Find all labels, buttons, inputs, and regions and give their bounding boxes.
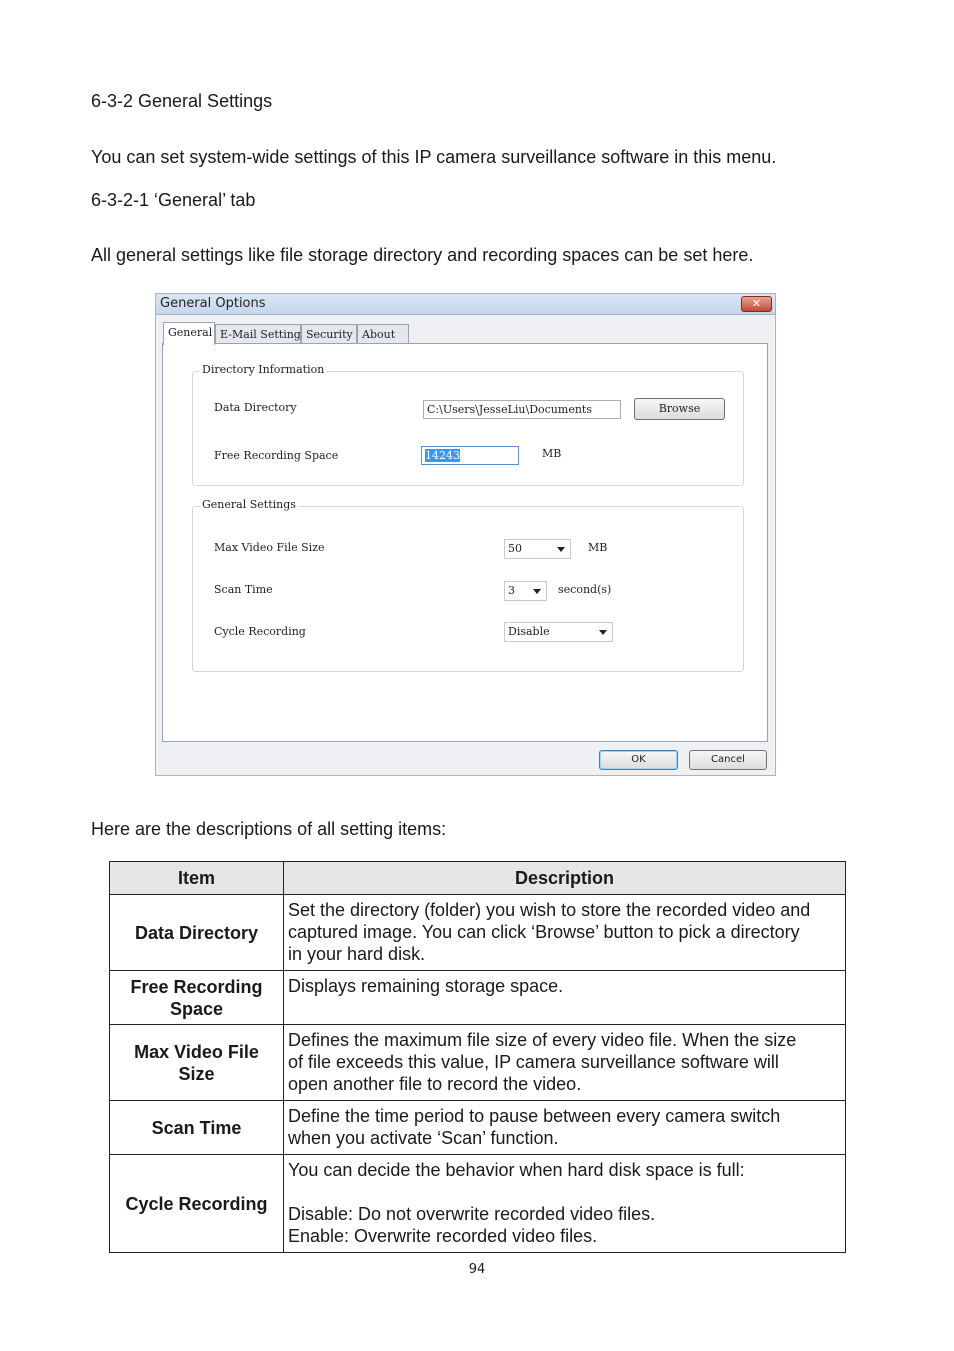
item-line: Size [178,1063,215,1084]
free-space-field[interactable] [421,446,519,465]
general-settings-group [192,498,744,672]
settings-description-table [109,861,846,1253]
description-line: captured image. You can click ‘Browse’ button to pick a directory [288,922,800,942]
subsection-intro: All general settings like file storage directory and recording spaces can be set here. [91,245,754,265]
cycle-recording-value: Disable [508,625,550,638]
table-row [110,971,846,1025]
free-space-value: 14243 [425,449,460,462]
scan-time-dropdown[interactable] [504,581,547,601]
max-size-label: Max Video File Size [214,541,325,554]
description-blank-line [288,1181,841,1203]
description-cell [284,895,846,971]
tab-about[interactable]: About [357,324,409,343]
table-row [110,895,846,971]
description-line: in your hard disk. [288,944,426,964]
column-header-item: Item [110,862,284,895]
table-row [110,1025,846,1101]
close-icon[interactable]: ✕ [741,296,772,312]
scan-time-label: Scan Time [214,583,273,596]
cycle-recording-label: Cycle Recording [214,625,306,638]
table-header-row [110,862,846,895]
directory-group [192,363,744,486]
chevron-down-icon [557,547,565,552]
item-cell: Data Directory [110,895,284,971]
dialog-title: General Options [160,296,266,311]
column-header-description: Description [284,862,846,895]
item-line: Space [169,998,224,1019]
chevron-down-icon [599,630,607,635]
free-space-unit: MB [542,447,562,460]
description-cell [284,1025,846,1101]
description-line: You can decide the behavior when hard disk space is full: [288,1160,745,1180]
item-cell: Scan Time [110,1101,284,1155]
chevron-down-icon [533,589,541,594]
cancel-button[interactable]: Cancel [689,750,767,770]
group-title: Directory Information [202,363,325,376]
table-intro: Here are the descriptions of all setting items: [91,819,447,839]
tab-general[interactable]: General [163,322,215,345]
description-line: Define the time period to pause between every camera switch [288,1106,781,1126]
cycle-recording-dropdown[interactable] [504,622,613,642]
item-cell [110,971,284,1025]
table-row [110,1101,846,1155]
max-size-dropdown[interactable] [504,539,571,559]
free-space-label: Free Recording Space [214,449,339,462]
ok-button[interactable]: OK [599,750,678,770]
item-cell [110,1025,284,1101]
data-directory-label: Data Directory [214,401,297,414]
dialog-titlebar [156,294,775,315]
description-line: when you activate ‘Scan’ function. [288,1128,559,1148]
description-line: Enable: Overwrite recorded video files. [288,1226,598,1246]
scan-time-value: 3 [508,584,515,597]
item-cell: Cycle Recording [110,1155,284,1253]
general-options-dialog [155,293,776,776]
section-heading: 6-3-2 General Settings [91,91,273,111]
description-line: Defines the maximum file size of every video file. When the size [288,1030,797,1050]
data-directory-field[interactable]: C:\Users\JesseLiu\Documents [423,400,621,419]
description-line: of file exceeds this value, IP camera surveillance software will [288,1052,779,1072]
group-title: General Settings [202,498,296,511]
description-cell [284,1101,846,1155]
description-line: Set the directory (folder) you wish to store the recorded video and [288,900,811,920]
description-line: open another file to record the video. [288,1074,582,1094]
max-size-unit: MB [588,541,608,554]
tab-security[interactable]: Security [301,324,357,343]
intro-text: You can set system-wide settings of this IP camera surveillance software in this menu. [91,147,777,167]
max-size-value: 50 [508,542,522,555]
page-number: 94 [468,1262,486,1277]
browse-button[interactable]: Browse [634,398,725,420]
description-cell [284,971,846,1025]
description-line: Displays remaining storage space. [288,976,564,996]
subsection-heading: 6-3-2-1 ‘General’ tab [91,190,256,210]
tab-email-setting[interactable]: E-Mail Setting [215,324,301,343]
scan-time-unit: second(s) [558,583,612,596]
general-tab-panel [162,343,768,742]
item-line: Free Recording [130,976,263,997]
description-line: Disable: Do not overwrite recorded video files. [288,1204,656,1224]
description-cell [284,1155,846,1253]
item-line: Max Video File [134,1041,259,1062]
table-row [110,1155,846,1253]
